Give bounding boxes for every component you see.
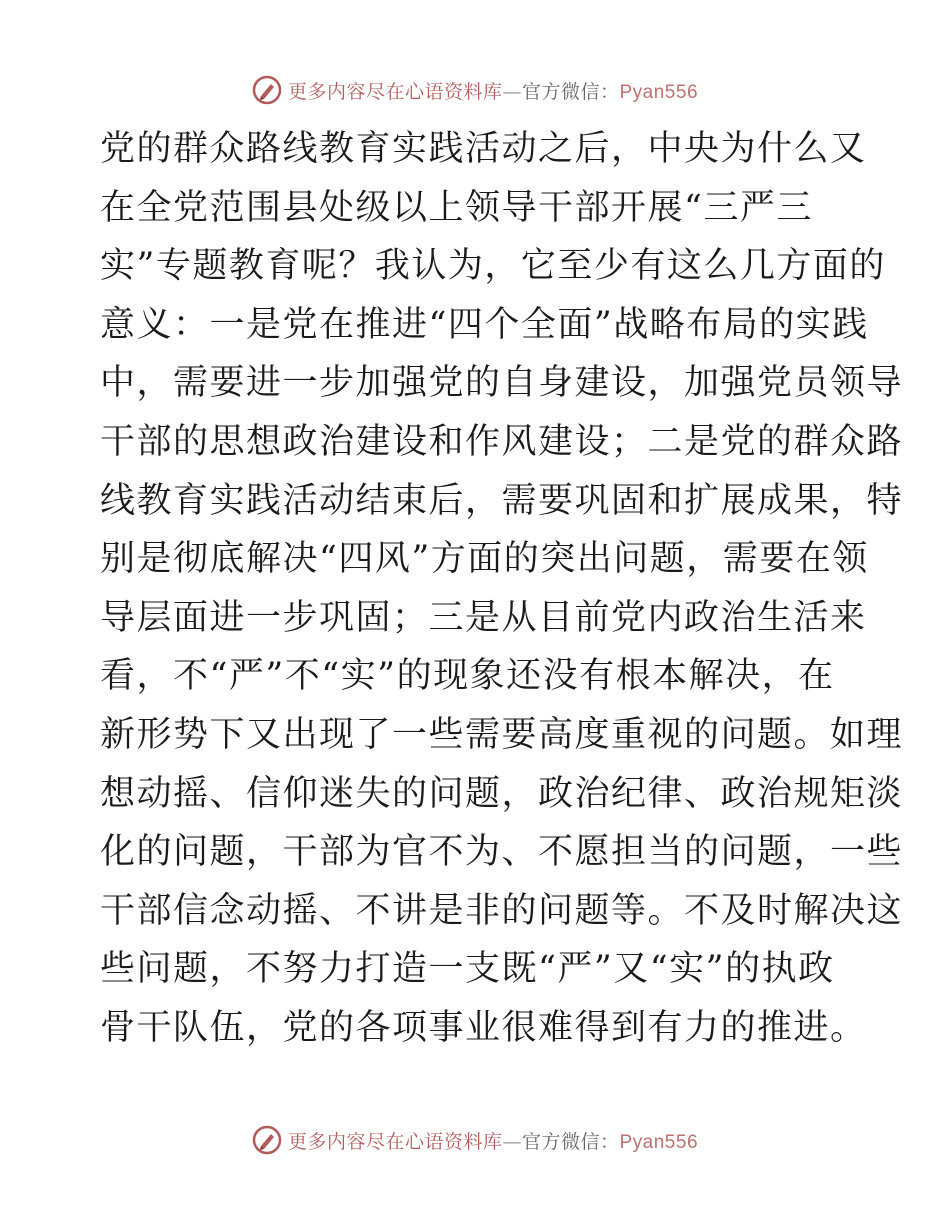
body-line: 干部的思想政治建设和作风建设；二是党的群众路: [100, 421, 904, 462]
header-wechat-label: 官方微信：: [521, 80, 620, 103]
body-line: 干部信念动摇、不讲是非的问题等。不及时解决这: [100, 890, 904, 931]
body-paragraph: [100, 120, 904, 1058]
header-wechat-id: Pyan556: [619, 81, 699, 103]
footer-banner-separator: —: [502, 1130, 522, 1153]
body-line: 想动摇、信仰迷失的问题，政治纪律、政治规矩淡: [100, 773, 904, 814]
body-line: 导层面进一步巩固；三是从目前党内政治生活来: [100, 597, 867, 638]
footer-banner-text: [288, 1127, 698, 1154]
footer-banner: [0, 1120, 950, 1160]
header-banner-separator: —: [502, 80, 522, 103]
body-line: 看，不“严”不“实”的现象还没有根本解决，在: [100, 656, 835, 697]
body-line: 骨干队伍，党的各项事业很难得到有力的推进。: [100, 1007, 867, 1048]
header-banner-main: 更多内容尽在心语资料库: [287, 80, 503, 103]
body-line: 线教育实践活动结束后，需要巩固和扩展成果，特: [100, 480, 904, 521]
body-line: 别是彻底解决“四风”方面的突出问题，需要在领: [100, 539, 869, 580]
footer-wechat-id: Pyan556: [619, 1131, 699, 1153]
body-line: 实”专题教育呢？我认为，它至少有这么几方面的: [100, 246, 886, 287]
header-banner-text: [288, 77, 698, 104]
body-line: 化的问题，干部为官不为、不愿担当的问题，一些: [100, 832, 904, 873]
body-line: 些问题，不努力打造一支既“严”又“实”的执政: [100, 949, 835, 990]
body-line: 在全党范围县处级以上领导干部开展“三严三: [100, 187, 813, 228]
body-line: 党的群众路线教育实践活动之后，中央为什么又: [100, 129, 867, 169]
body-line: 中，需要进一步加强党的自身建设，加强党员领导: [100, 363, 904, 404]
footer-banner-main: 更多内容尽在心语资料库: [287, 1130, 503, 1153]
footer-wechat-label: 官方微信：: [521, 1130, 620, 1153]
body-line: 新形势下又出现了一些需要高度重视的问题。如理: [100, 714, 904, 755]
header-banner: [0, 70, 950, 110]
body-line: 意义：一是党在推进“四个全面”战略布局的实践: [100, 304, 869, 345]
pen-logo-icon: [252, 75, 282, 105]
pen-logo-icon: [252, 1125, 282, 1155]
